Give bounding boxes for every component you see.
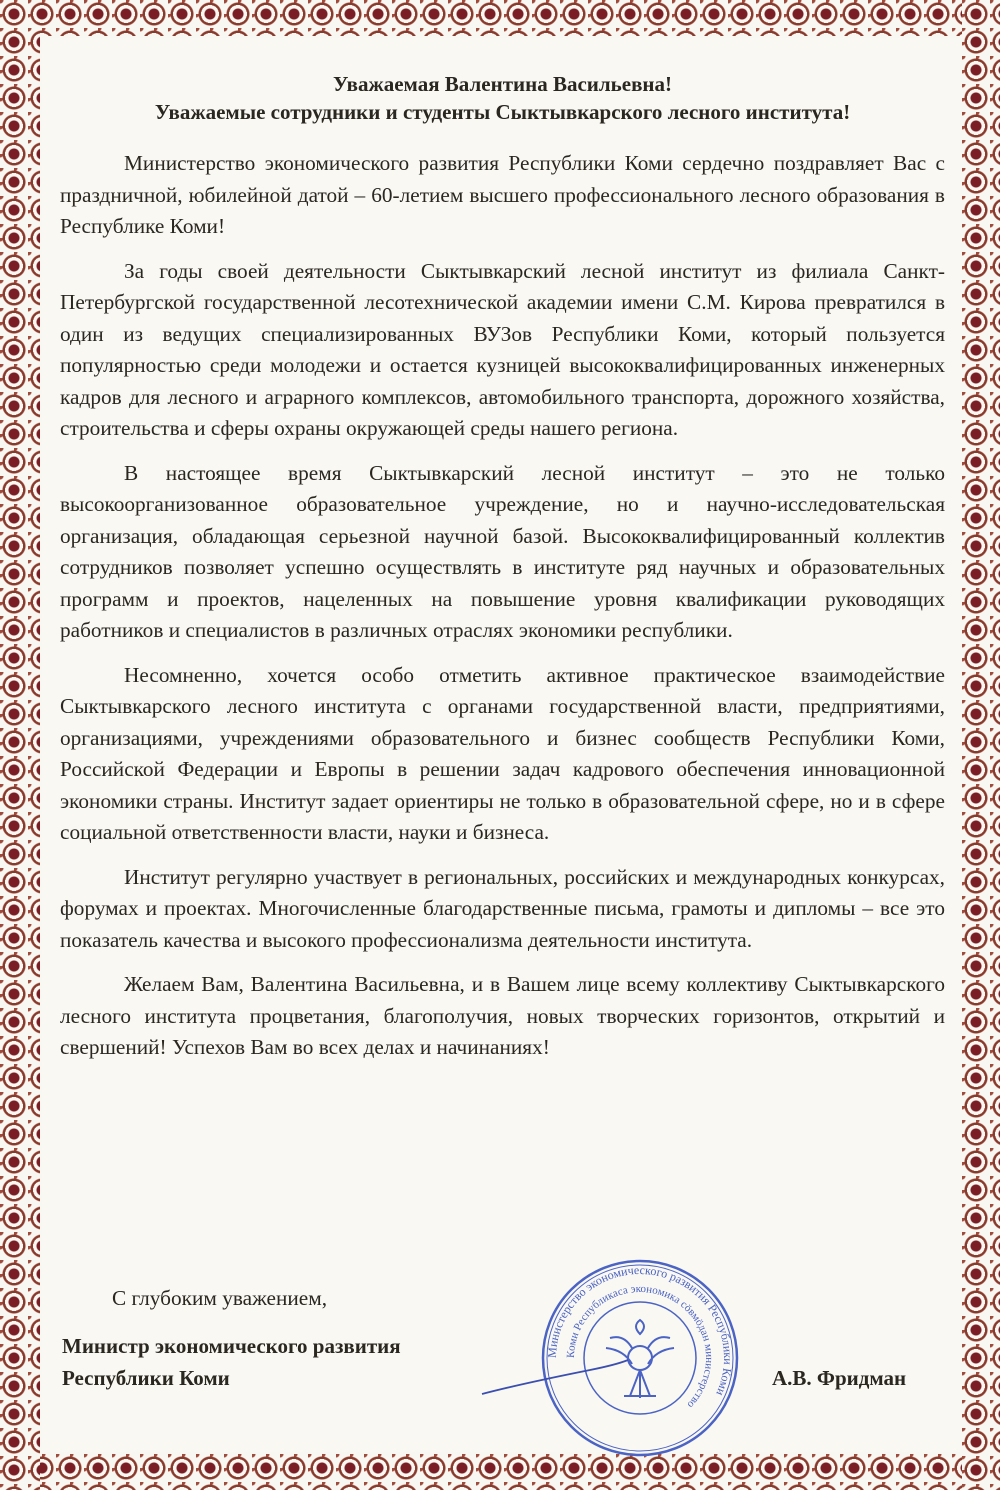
greeting-line-1: Уважаемая Валентина Васильевна! [332, 72, 673, 96]
signature-stroke [480, 1350, 630, 1400]
ornamental-border-left [0, 0, 40, 1490]
ornamental-border-top [0, 0, 1000, 36]
paragraph-list [60, 148, 945, 1064]
letter-body [60, 70, 945, 1077]
paragraph: За годы своей деятельности Сыктывкарский лесной институт из филиала Санкт-Петербургской государственной лесотехнической академии имени С.М. Кирова превратился в один из ведущих специализированных ВУЗов Республики Коми, который пользуется популярностью среди молодежи и остается кузницей высококвалифицированных инженерных кадров для лесного и аграрного комплексов, автомобильного транспорта, дорожного хозяйства, строительства и сферы охраны окружающей среды нашего региона. [60, 258, 945, 440]
ornamental-border-bottom [0, 1454, 1000, 1490]
paragraph: Министерство экономического развития Республики Коми сердечно поздравляет Вас с праздничной, юбилейной датой – 60-летием высшего профессионального лесного образования в Республике Коми! [60, 151, 945, 238]
greeting-line-2: Уважаемые сотрудники и студенты Сыктывкарского лесного института! [154, 100, 851, 124]
signatory-title-line-1: Министр экономического развития [62, 1334, 401, 1358]
seal-outer-text: Министерство экономического развития Республики Коми [544, 1262, 736, 1398]
paragraph: Желаем Вам, Валентина Васильевна, и в Вашем лице всему коллективу Сыктывкарского лесного института процветания, благополучия, новых творческих горизонтов, открытий и свершений! Успехов Вам во всех делах и начинаниях! [60, 972, 945, 1059]
signatory-title-line-2: Республики Коми [62, 1366, 230, 1390]
paragraph: Институт регулярно участвует в региональных, российских и международных конкурсах, форумах и проектах. Многочисленные благодарственные письма, грамоты и дипломы – все это показатель качества и высокого профессионализма деятельности института. [60, 864, 945, 952]
signatory-title [62, 1330, 401, 1394]
closing-phrase: С глубоким уважением, [112, 1286, 328, 1310]
seal-inner-text: Коми Республикаса экономика сöвмöдан министерство [564, 1282, 716, 1411]
paragraph: Несомненно, хочется особо отметить активное практическое взаимодействие Сыктывкарского лесного института с органами государственной власти, предприятиями, организациями, учреждениями образовательного и бизнес сообществ Республики Коми, Российской Федерации и Европы в решении задач кадрового обеспечения инновационной экономики страны. Институт задает ориентиры не только в образовательной сфере, но и в сфере социальной ответственности власти, науки и бизнеса. [60, 662, 945, 844]
paragraph: В настоящее время Сыктывкарский лесной институт – это не только высокоорганизованное образовательное учреждение, но и научно-исследовательская организация, обладающая серьезной научной базой. Высококвалифицированный коллектив сотрудников позволяет успешно осуществлять в институте ряд научных и образовательных программ и проектов, нацеленных на повышение уровня квалификации руководящих работников и специалистов в различных отраслях экономики республики. [60, 460, 945, 642]
signatory-name: А.В. Фридман [772, 1366, 907, 1390]
ornamental-border-right [962, 0, 1000, 1490]
